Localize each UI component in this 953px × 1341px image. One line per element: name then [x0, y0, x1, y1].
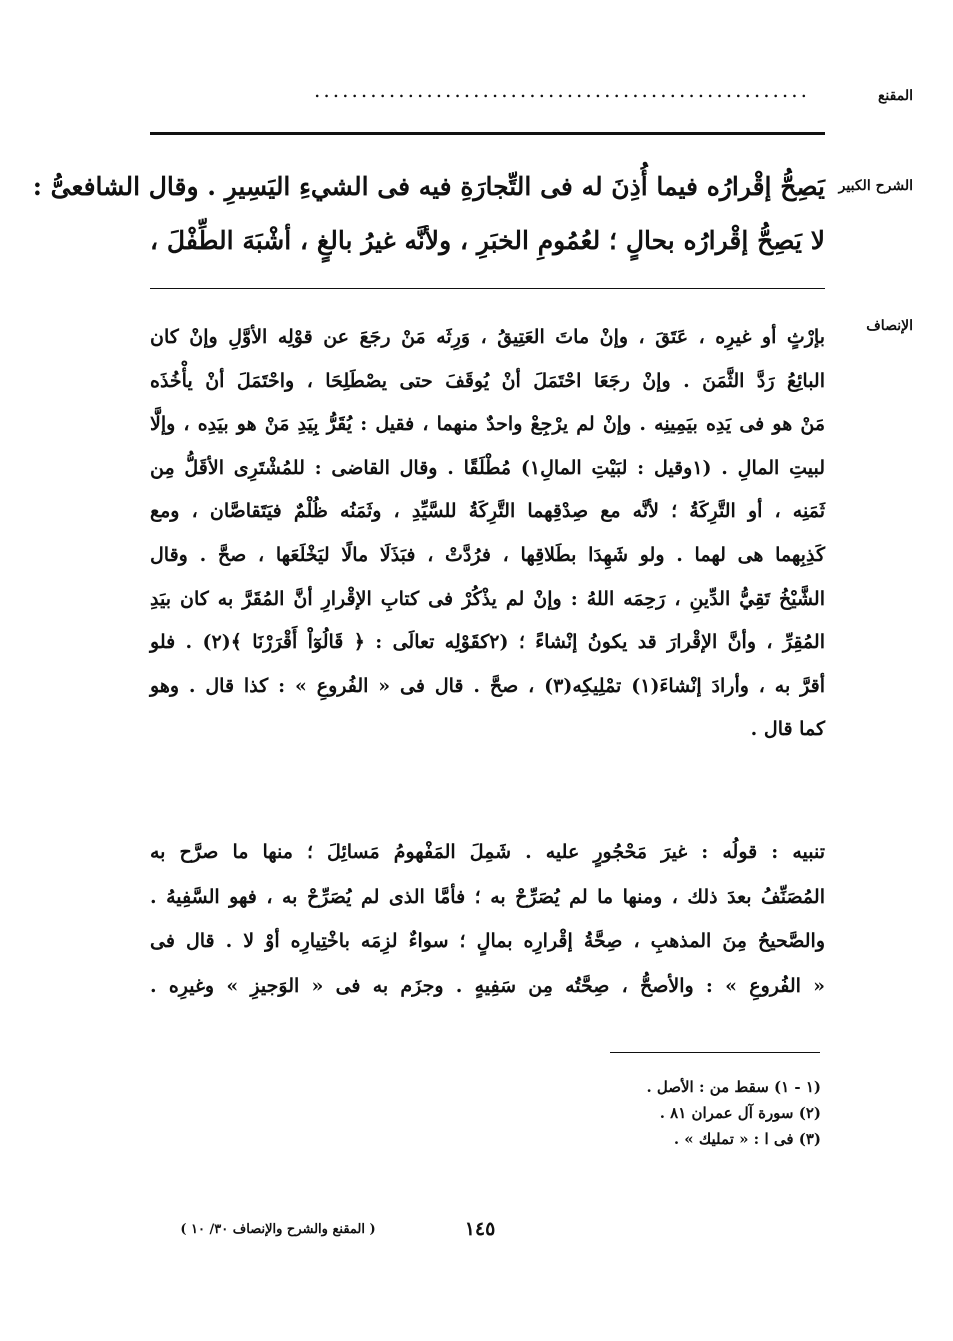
- insaf-section: [150, 316, 825, 752]
- footnote-rule: [610, 1052, 820, 1053]
- header-dotted-leader: .....................................................: [314, 78, 810, 102]
- text-line: المُقِرِّ ، وأنَّ الإقْرارَ قد يكونُ إنْشاءً ؛ (٢كقَوْلِه تعالَى : ﴿ قَالُوٓاْ أَقْرَرْنَا ﴾(٢) . فلو: [150, 631, 825, 654]
- sharh-section: [32, 160, 825, 268]
- footnote: (٢) سورة آل عمران ٨١ .: [659, 1104, 821, 1122]
- running-title: المقنع: [877, 88, 913, 104]
- margin-label-sharh: الشرح الكبير: [838, 178, 913, 194]
- text-line: كَذِبِهما هى لهما . ولو شَهِدَا بطَلاقِها ، فرُدَّتْ ، فبَذَلَا مالًا ليَخْلَعَها ، صحَّ . وقال: [150, 543, 825, 566]
- footnote: (١ - ١) سقط من : الأصل .: [646, 1078, 821, 1096]
- text-line: والصَّحيحُ مِنَ المذهبِ ، صِحَّةُ إقْرارِه بمالٍ ؛ سواءٌ لزِمَه باخْتِيارِه أوْ لا . قال فى: [150, 930, 825, 952]
- text-line: الشَّيْخُ تَقِيُّ الدِّينِ ، رَحِمَه اللهُ : وإنْ لم يذْكُرْ فى كتابِ الإقْرارِ أنَّ المُقَرَّ به كان بيَدِ: [150, 587, 825, 610]
- section-divider: [150, 288, 825, 289]
- margin-label-insaf: الإنصاف: [866, 318, 913, 334]
- page-number: ١٤٥: [464, 1218, 496, 1240]
- footnotes: [321, 1074, 821, 1152]
- text-line: مَنْ هو فى يَدِه بيَمِينِه . وإنْ لم يرْجِعْ واحدٌ منهما ، فقيل : يُقَرُّ بِيَدِ مَنْ هو بيَدِه ، وإلَّا: [150, 413, 825, 436]
- text-line: يَصِحُّ إقْرارُه فيما أُذِنَ له فى التِّجارَةِ فيه فى الشيءِ اليَسِيرِ . وقال الشافعىُّ :: [32, 172, 825, 201]
- text-line: ثَمَنِه ، أو التَّرِكَةُ ؛ لأنَّه مع صِدْقِهما التَّرِكَةُ للسَّيِّدِ ، وثَمَنُه ظُلْمٌ فيَتَقاصَّان ، ومع: [150, 500, 825, 523]
- text-line: أقرَّ به ، وأرادَ إنْشاءَ(١) تمْلِيكِه(٣) ، صحَّ . قال فى « الفُروعِ » : كذا قال . وهو: [150, 674, 825, 697]
- text-line: المُصَنِّفُ بعدَ ذلك ، ومنها ما لم يُصَرِّحْ به ؛ فأمَّا الذى لم يُصَرِّحْ به ، فهو السَّفِيهُ .: [150, 885, 825, 908]
- text-line: بإرْثٍ أو غيرِه ، عَتَقَ ، وإنْ ماتَ العَتِيقُ ، وَرِثَه مَنْ رجَعَ عن قوْلِه الأوَّلِ وإنْ كان: [150, 326, 825, 348]
- tanbih-paragraph: [150, 830, 825, 1008]
- text-line: « الفُروعِ » : والأصحُّ ، صِحَّتُه مِن سَفِيهٍ . وجزَم به فى « الوَجيزِ » وغيرِه .: [150, 974, 825, 997]
- text-line: البائِعُ رَدَّ الثَّمَنَ . وإنْ رجَعَا احْتَمَلَ أنْ يُوقَفَ حتى يصْطَلِحَا ، واحْتَمَلَ أنْ يأْخُذَه: [150, 369, 825, 392]
- text-line: لا يَصِحُّ إقْرارُه بحالٍ ؛ لعُمُومِ الخبَرِ ، ولأنَّه غيرُ بالغٍ ، أشْبَهَ الطِّفْلَ ،: [150, 226, 825, 255]
- footnote: (٣) فى ا : « تمليك » .: [673, 1130, 821, 1148]
- text-line: تنبيه : قولُه : غيرَ مَحْجُورٍ عليه . شَمِلَ المَفْهومُ مَسائِلَ ؛ منها ما صرَّح به: [150, 841, 825, 863]
- text-line: كما قال .: [750, 718, 825, 741]
- text-line: لبيتِ المالِ . (١وقيل : لبَيْتِ المالِ١) مُطْلَقًا . وقال القاضى : للمُشْتَرِى الأقَلُّ مِن: [150, 456, 826, 479]
- volume-signature: ( المقنع والشرح والإنصاف ٣٠/ ١٠ ): [180, 1222, 376, 1237]
- header-rule: [150, 132, 825, 135]
